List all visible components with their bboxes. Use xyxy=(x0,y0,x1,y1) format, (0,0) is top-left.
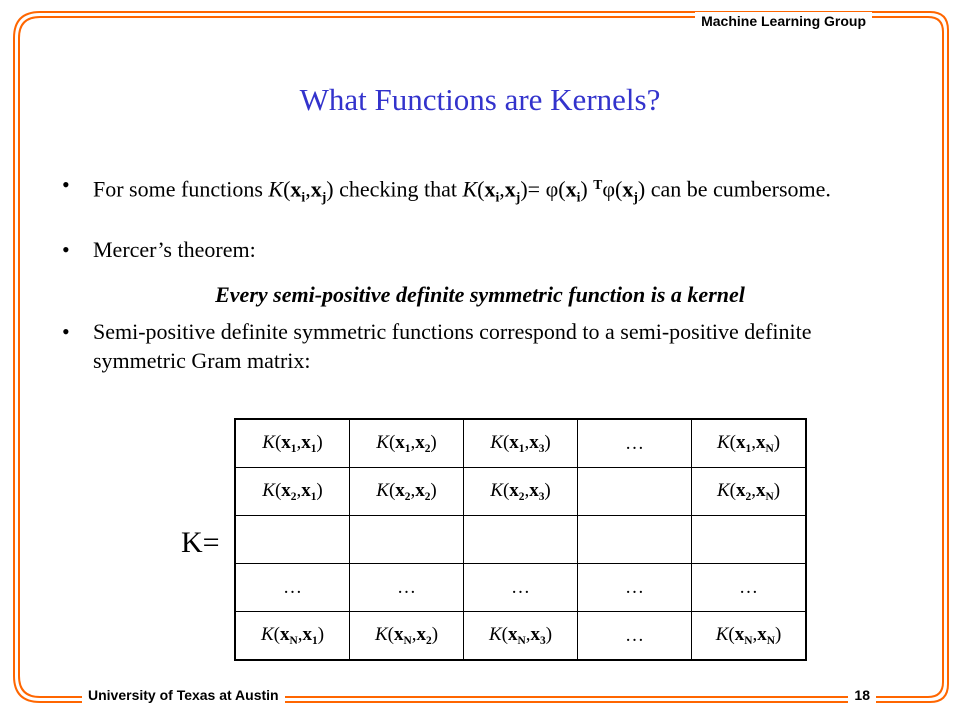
gram-cell: $K(x_N,x_2)$ xyxy=(350,612,464,661)
slide-number: 18 xyxy=(848,686,876,704)
gram-cell: … xyxy=(578,612,692,661)
header-group-name: Machine Learning Group xyxy=(695,12,872,30)
gram-cell: … xyxy=(350,564,464,612)
gram-cell: $K(x_1,x_3)$ xyxy=(464,419,578,468)
gram-cell xyxy=(578,516,692,564)
gram-row xyxy=(235,612,806,661)
gram-row xyxy=(235,419,806,468)
bullet-text: For some functions $K(x_i,x_j)$ checking that $K(x_i,x_j)= \varphi(x_i)$ $^T\varphi(x_j)$ can be cumbersome. xyxy=(93,176,831,205)
gram-cell: … xyxy=(235,564,350,612)
bullet-mercer xyxy=(62,235,882,264)
gram-matrix xyxy=(234,418,807,661)
mercer-theorem-statement: Every semi-positive definite symmetric function is a kernel xyxy=(215,282,745,307)
gram-row xyxy=(235,468,806,516)
gram-cell xyxy=(692,516,807,564)
footer-university: University of Texas at Austin xyxy=(82,686,285,704)
gram-cell xyxy=(235,516,350,564)
gram-cell: … xyxy=(692,564,807,612)
gram-cell: $K(x_1,x_2)$ xyxy=(350,419,464,468)
gram-matrix-label: K= xyxy=(181,526,220,559)
bullet-text: Mercer’s theorem: xyxy=(93,237,256,262)
gram-cell: $K(x_N,x_N)$ xyxy=(692,612,807,661)
bullet-kernel-check xyxy=(62,170,882,211)
bullet-dot: • xyxy=(62,172,70,197)
gram-cell xyxy=(578,468,692,516)
gram-cell xyxy=(464,516,578,564)
gram-cell: $K(x_2,x_1)$ xyxy=(235,468,350,516)
gram-cell: $K(x_N,x_3)$ xyxy=(464,612,578,661)
gram-cell: … xyxy=(578,419,692,468)
bullet-gram-matrix xyxy=(62,317,882,375)
gram-row xyxy=(235,564,806,612)
gram-cell xyxy=(350,516,464,564)
gram-cell: … xyxy=(464,564,578,612)
bullet-dot: • xyxy=(62,237,70,262)
gram-cell: $K(x_2,x_3)$ xyxy=(464,468,578,516)
gram-cell: … xyxy=(578,564,692,612)
gram-cell: $K(x_2,x_2)$ xyxy=(350,468,464,516)
gram-row xyxy=(235,516,806,564)
slide-title: What Functions are Kernels? xyxy=(299,82,661,117)
gram-cell: $K(x_N,x_1)$ xyxy=(235,612,350,661)
bullet-text: Semi-positive definite symmetric functions correspond to a semi-positive definite symmetric Gram matrix: xyxy=(93,319,812,373)
gram-cell: $K(x_2,x_N)$ xyxy=(692,468,807,516)
gram-cell: $K(x_1,x_1)$ xyxy=(235,419,350,468)
gram-cell: $K(x_1,x_N)$ xyxy=(692,419,807,468)
bullet-dot: • xyxy=(62,319,70,344)
